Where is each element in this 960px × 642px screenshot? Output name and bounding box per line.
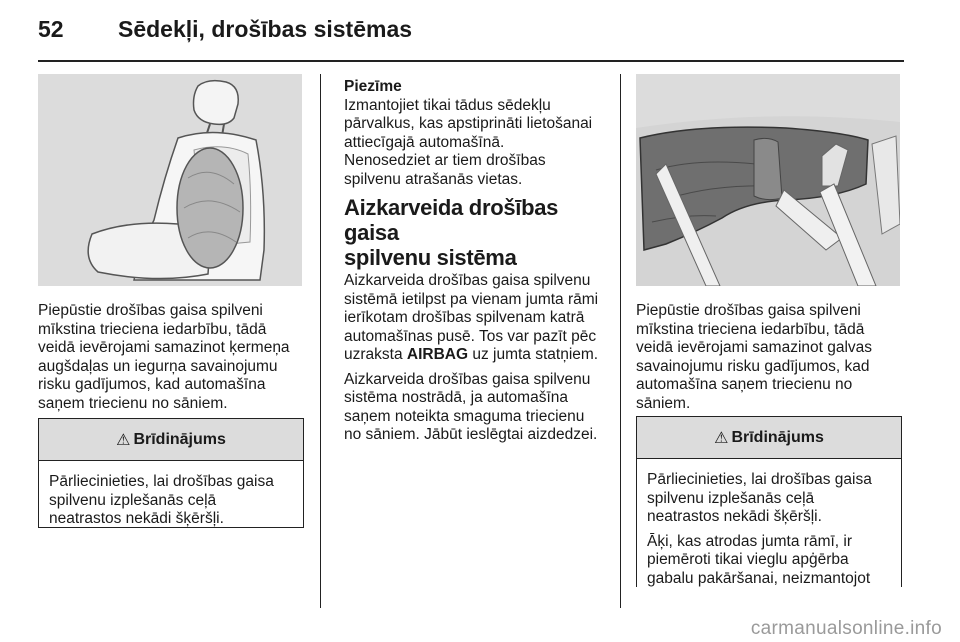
airbag-label: AIRBAG <box>406 346 469 363</box>
caption-line: veidā ievērojami samazinot galvas <box>636 339 873 356</box>
paragraph-line: Aizkarveida drošības gaisa spilvenu <box>344 272 591 289</box>
note-line: spilvenu atrašanās vietas. <box>344 170 523 188</box>
column-divider-left <box>320 74 321 608</box>
caption-line: augšdaļas un iegurņa savainojumu <box>38 357 278 375</box>
paragraph-line: automašīnas pusē. Tos var pazīt pēc <box>344 327 597 345</box>
warning-line: spilvenu izplešanās ceļā <box>647 489 815 507</box>
warning-body <box>39 461 303 537</box>
curtain-airbag-illustration <box>636 74 900 286</box>
paragraph-text: uzraksta <box>344 346 407 363</box>
warning-title: Brīdinājums <box>731 428 824 446</box>
warning-line: Pārliecinieties, lai drošības gaisa <box>49 473 274 490</box>
warning-line: piemēroti tikai vieglu apģērba <box>647 551 849 568</box>
warning-box-right <box>636 416 902 587</box>
section-heading <box>344 195 608 270</box>
note-line: attiecīgajā automašīnā. <box>344 133 505 151</box>
warning-triangle-icon: ⚠ <box>116 431 131 449</box>
page-number: 52 <box>38 16 64 42</box>
caption-line: automašīna saņem triecienu no <box>636 376 853 393</box>
paragraph-2 <box>344 371 608 445</box>
caption-line: risku gadījumos, kad automašīna <box>38 376 266 393</box>
warning-line: gabalu pakāršanai, neizmantojot <box>647 569 871 587</box>
warning-triangle-icon: ⚠ <box>714 429 729 447</box>
paragraph-line: saņem noteikta smaguma triecienu <box>344 407 585 425</box>
note-label: Piezīme <box>344 78 402 95</box>
caption-line: Piepūstie drošības gaisa spilveni <box>636 302 861 319</box>
warning-line: Pārliecinieties, lai drošības gaisa <box>647 471 872 488</box>
warning-line: spilvenu izplešanās ceļā <box>49 491 217 509</box>
warning-line: neatrastos nekādi šķēršļi. <box>49 510 224 527</box>
watermark: carmanualsonline.info <box>750 618 942 639</box>
warning-paragraph <box>647 533 891 589</box>
paragraph-line <box>344 346 608 365</box>
caption-line: mīkstina trieciena iedarbību, tādā <box>38 320 267 338</box>
left-caption <box>38 302 308 413</box>
paragraph-line: sistēma nostrādā, ja automašīna <box>344 389 569 406</box>
seat-airbag-illustration <box>38 74 302 286</box>
warning-paragraph <box>647 471 891 527</box>
paragraph-line: ierīkotam drošības spilvenam katrā <box>344 309 585 326</box>
paragraph-line: Aizkarveida drošības gaisa spilvenu <box>344 370 591 388</box>
caption-line: Piepūstie drošības gaisa spilveni <box>38 302 263 319</box>
warning-box-left <box>38 418 304 528</box>
section-heading-line: spilvenu sistēma <box>344 245 517 270</box>
caption-line: veidā ievērojami samazinot ķermeņa <box>38 339 290 356</box>
caption-line: savainojumu risku gadījumos, kad <box>636 357 870 375</box>
note-line: pārvalkus, kas apstiprināti lietošanai <box>344 115 593 132</box>
paragraph-line: no sāniem. Jābūt ieslēgtai aizdedzei. <box>344 426 598 443</box>
warning-line: Āķi, kas atrodas jumta rāmī, ir <box>647 532 853 550</box>
paragraph-line: sistēmā ietilpst pa vienam jumta rāmi <box>344 290 599 308</box>
caption-line: saņem triecienu no sāniem. <box>38 394 228 412</box>
note-line: Izmantojiet tikai tādus sēdekļu <box>344 96 551 114</box>
seat-airbag-drawing <box>38 74 302 286</box>
note-line: Nenosedziet ar tiem drošības <box>344 152 546 169</box>
middle-column <box>344 78 608 451</box>
curtain-airbag-drawing <box>636 74 900 286</box>
warning-line: neatrastos nekādi šķēršļi. <box>647 508 822 525</box>
warning-body <box>637 459 901 602</box>
column-divider-right <box>620 74 621 608</box>
caption-line: mīkstina trieciena iedarbību, tādā <box>636 320 865 338</box>
section-heading-line: Aizkarveida drošības gaisa <box>344 195 559 245</box>
header-rule <box>38 60 904 62</box>
page-title: Sēdekļi, drošības sistēmas <box>118 16 413 42</box>
warning-title: Brīdinājums <box>133 430 226 448</box>
paragraph-text: uz jumta statņiem. <box>468 346 599 363</box>
right-caption <box>636 302 904 413</box>
caption-line: sāniem. <box>636 394 691 412</box>
warning-header <box>637 417 901 459</box>
warning-header <box>39 419 303 461</box>
paragraph-1 <box>344 272 608 365</box>
